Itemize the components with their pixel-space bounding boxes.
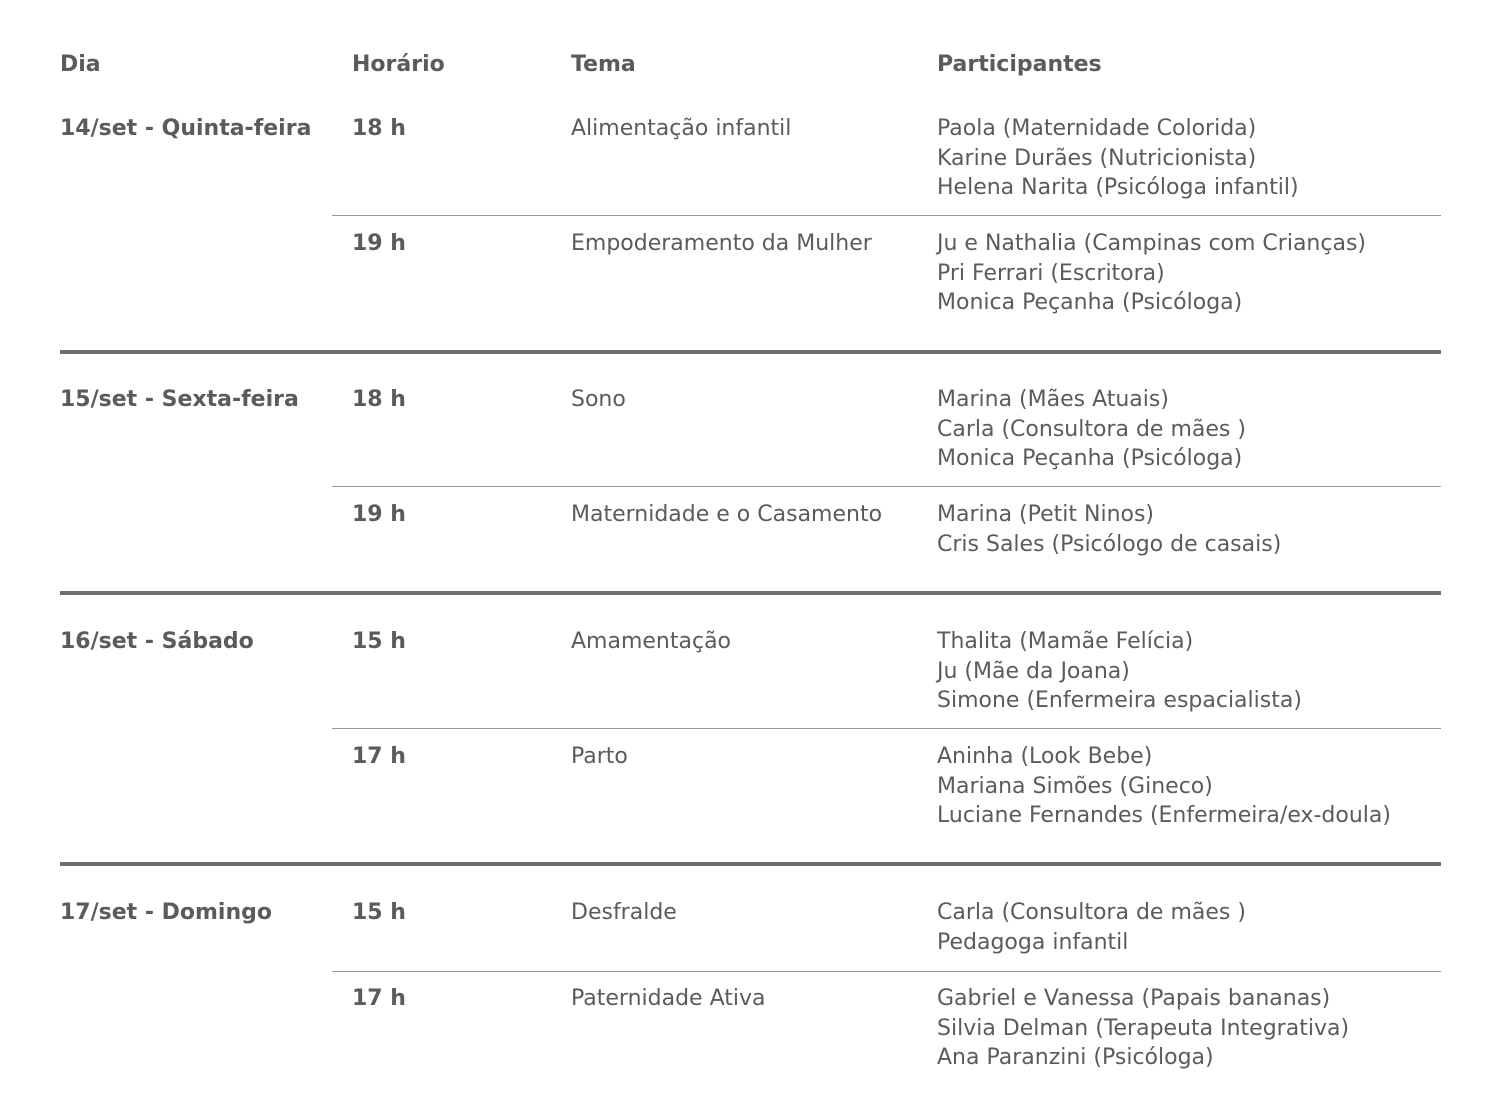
participant: Helena Narita (Psicóloga infantil) (937, 175, 1299, 200)
table-header (0, 49, 1500, 81)
session-time: 15 h (352, 629, 406, 654)
participant: Mariana Simões (Gineco) (937, 773, 1213, 799)
participant: Paola (Maternidade Colorida) (937, 116, 1257, 141)
session-participants (937, 385, 1246, 474)
session-participants (937, 627, 1302, 716)
session-time: 19 h (352, 502, 406, 527)
session-topic: Desfralde (571, 900, 677, 925)
session-divider (332, 971, 1441, 972)
participant: Thalita (Mamãe Felícia) (937, 629, 1194, 654)
session-topic: Amamentação (571, 629, 732, 654)
header-day: Dia (60, 52, 101, 77)
header-participants: Participantes (937, 52, 1102, 77)
header-time: Horário (352, 52, 445, 77)
session-divider (332, 215, 1441, 216)
session-time: 17 h (352, 744, 406, 769)
participant: Ju (Mãe da Joana) (937, 658, 1130, 684)
session-topic: Sono (571, 387, 626, 412)
session-time: 17 h (352, 986, 406, 1011)
session-participants (937, 500, 1281, 559)
session-topic: Empoderamento da Mulher (571, 231, 872, 256)
participant: Aninha (Look Bebe) (937, 744, 1153, 769)
header-topic: Tema (571, 52, 636, 77)
participant: Cris Sales (Psicólogo de casais) (937, 531, 1282, 557)
day-divider (60, 862, 1441, 866)
session-participants (937, 114, 1299, 203)
day-label: 15/set - Sexta-feira (60, 387, 299, 412)
day-divider (60, 591, 1441, 595)
session-topic: Paternidade Ativa (571, 986, 766, 1011)
session-time: 18 h (352, 387, 406, 412)
day-label: 14/set - Quinta-feira (60, 116, 312, 141)
session-time: 15 h (352, 900, 406, 925)
session-participants (937, 229, 1366, 318)
participant: Ana Paranzini (Psicóloga) (937, 1045, 1214, 1070)
session-divider (332, 728, 1441, 729)
participant: Monica Peçanha (Psicóloga) (937, 446, 1243, 471)
session-participants (937, 742, 1391, 831)
participant: Gabriel e Vanessa (Papais bananas) (937, 986, 1331, 1011)
session-participants (937, 984, 1349, 1073)
participant: Simone (Enfermeira espacialista) (937, 688, 1302, 713)
day-label: 16/set - Sábado (60, 629, 254, 654)
session-time: 19 h (352, 231, 406, 256)
session-topic: Alimentação infantil (571, 116, 792, 141)
participant: Silvia Delman (Terapeuta Integrativa) (937, 1015, 1350, 1041)
participant: Pri Ferrari (Escritora) (937, 260, 1165, 286)
participant: Carla (Consultora de mães ) (937, 900, 1246, 925)
participant: Luciane Fernandes (Enfermeira/ex-doula) (937, 803, 1391, 828)
session-participants (937, 898, 1246, 957)
participant: Carla (Consultora de mães ) (937, 416, 1246, 442)
day-divider (60, 350, 1441, 354)
session-topic: Maternidade e o Casamento (571, 502, 883, 527)
session-topic: Parto (571, 744, 628, 769)
participant: Marina (Petit Ninos) (937, 502, 1155, 527)
session-time: 18 h (352, 116, 406, 141)
participant: Karine Durães (Nutricionista) (937, 145, 1257, 171)
participant: Ju e Nathalia (Campinas com Crianças) (937, 231, 1366, 256)
session-divider (332, 486, 1441, 487)
participant: Monica Peçanha (Psicóloga) (937, 290, 1243, 315)
participant: Marina (Mães Atuais) (937, 387, 1169, 412)
participant: Pedagoga infantil (937, 929, 1129, 955)
day-label: 17/set - Domingo (60, 900, 272, 925)
